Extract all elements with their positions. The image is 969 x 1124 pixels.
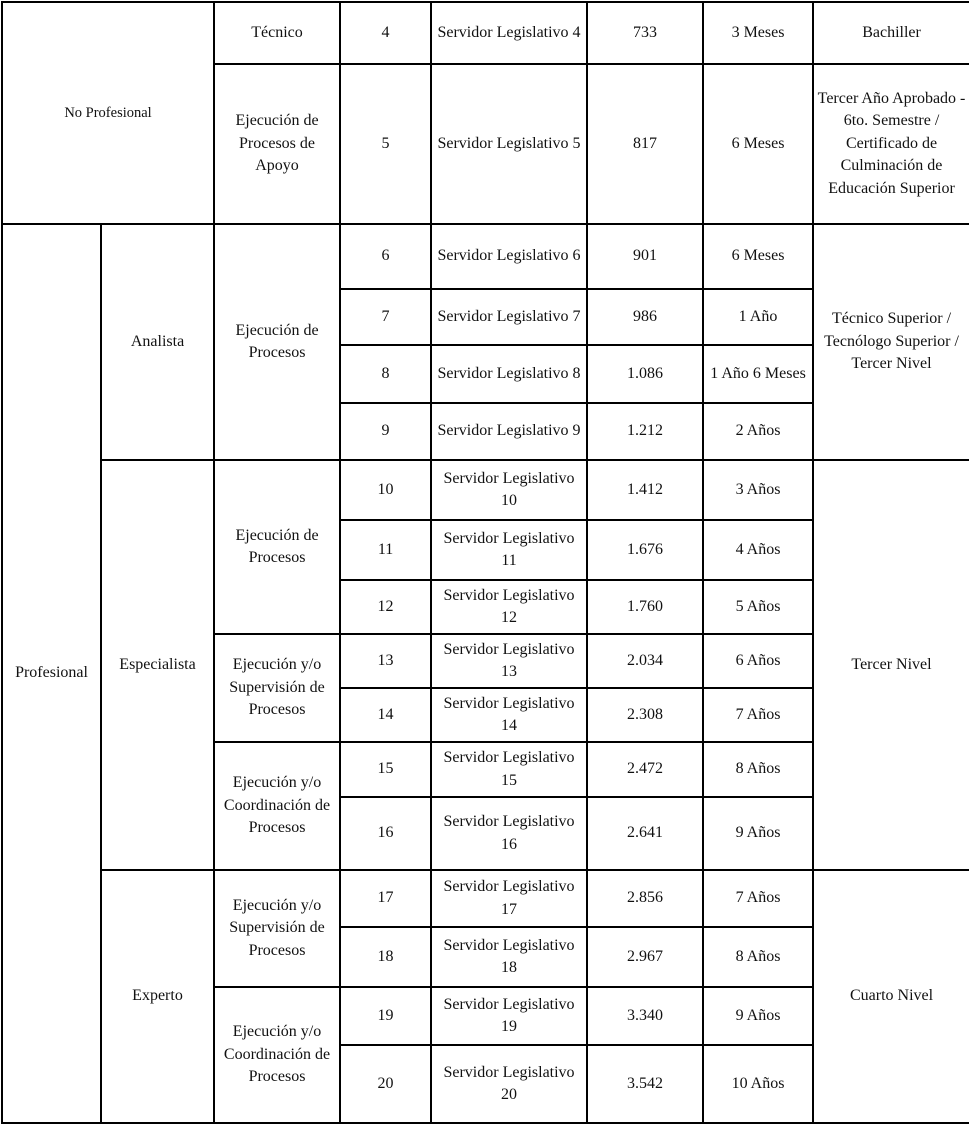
- experiencia-cell: 8 Años: [703, 927, 813, 987]
- instruccion-cell: Cuarto Nivel: [813, 870, 969, 1123]
- experiencia-cell: 2 Años: [703, 403, 813, 460]
- denominacion-cell: Servidor Legislativo 14: [431, 688, 587, 742]
- rmu-cell: 1.086: [587, 345, 703, 403]
- grado-cell: 5: [340, 64, 431, 224]
- function-cell: Ejecución y/o Coordinación de Procesos: [214, 987, 340, 1123]
- function-cell: Ejecución y/o Coordinación de Procesos: [214, 742, 340, 870]
- group-profesional: Profesional: [2, 224, 101, 1123]
- denominacion-cell: Servidor Legislativo 10: [431, 460, 587, 520]
- experiencia-cell: 6 Meses: [703, 64, 813, 224]
- rmu-cell: 1.412: [587, 460, 703, 520]
- table-row: [2, 224, 969, 289]
- rmu-cell: 3.340: [587, 987, 703, 1045]
- experiencia-cell: 6 Meses: [703, 224, 813, 289]
- denominacion-cell: Servidor Legislativo 13: [431, 634, 587, 688]
- denominacion-cell: Servidor Legislativo 19: [431, 987, 587, 1045]
- denominacion-cell: Servidor Legislativo 4: [431, 2, 587, 64]
- denominacion-cell: Servidor Legislativo 11: [431, 520, 587, 580]
- denominacion-cell: Servidor Legislativo 15: [431, 742, 587, 797]
- level-experto: Experto: [101, 870, 214, 1123]
- rmu-cell: 2.856: [587, 870, 703, 927]
- grado-cell: 4: [340, 2, 431, 64]
- salary-scale-table: [1, 1, 969, 1124]
- experiencia-cell: 1 Año 6 Meses: [703, 345, 813, 403]
- instruccion-cell: Tercer Año Aprobado - 6to. Semestre / Certificado de Culminación de Educación Superior: [813, 64, 969, 224]
- grado-cell: 17: [340, 870, 431, 927]
- experiencia-cell: 4 Años: [703, 520, 813, 580]
- table-row: [2, 460, 969, 520]
- experiencia-cell: 7 Años: [703, 870, 813, 927]
- denominacion-cell: Servidor Legislativo 17: [431, 870, 587, 927]
- rmu-cell: 2.308: [587, 688, 703, 742]
- grado-cell: 7: [340, 289, 431, 345]
- role-cell: Ejecución de Procesos de Apoyo: [214, 64, 340, 224]
- instruccion-cell: Tercer Nivel: [813, 460, 969, 870]
- grado-cell: 15: [340, 742, 431, 797]
- grado-cell: 11: [340, 520, 431, 580]
- function-cell: Ejecución de Procesos: [214, 460, 340, 634]
- experiencia-cell: 8 Años: [703, 742, 813, 797]
- denominacion-cell: Servidor Legislativo 6: [431, 224, 587, 289]
- grado-cell: 20: [340, 1045, 431, 1123]
- rmu-cell: 1.212: [587, 403, 703, 460]
- grado-cell: 8: [340, 345, 431, 403]
- experiencia-cell: 9 Años: [703, 987, 813, 1045]
- denominacion-cell: Servidor Legislativo 12: [431, 580, 587, 634]
- grado-cell: 16: [340, 797, 431, 870]
- denominacion-cell: Servidor Legislativo 18: [431, 927, 587, 987]
- denominacion-cell: Servidor Legislativo 9: [431, 403, 587, 460]
- rmu-cell: 2.472: [587, 742, 703, 797]
- role-cell: Técnico: [214, 2, 340, 64]
- grado-cell: 19: [340, 987, 431, 1045]
- instruccion-cell: Bachiller: [813, 2, 969, 64]
- grado-cell: 13: [340, 634, 431, 688]
- rmu-cell: 2.034: [587, 634, 703, 688]
- function-cell: Ejecución de Procesos: [214, 224, 340, 460]
- denominacion-cell: Servidor Legislativo 8: [431, 345, 587, 403]
- experiencia-cell: 9 Años: [703, 797, 813, 870]
- rmu-cell: 986: [587, 289, 703, 345]
- experiencia-cell: 5 Años: [703, 580, 813, 634]
- level-especialista: Especialista: [101, 460, 214, 870]
- grado-cell: 9: [340, 403, 431, 460]
- grado-cell: 18: [340, 927, 431, 987]
- rmu-cell: 733: [587, 2, 703, 64]
- table-row: [2, 2, 969, 64]
- rmu-cell: 1.760: [587, 580, 703, 634]
- grado-cell: 10: [340, 460, 431, 520]
- level-analista: Analista: [101, 224, 214, 460]
- rmu-cell: 901: [587, 224, 703, 289]
- experiencia-cell: 3 Años: [703, 460, 813, 520]
- rmu-cell: 3.542: [587, 1045, 703, 1123]
- rmu-cell: 1.676: [587, 520, 703, 580]
- group-no-profesional: No Profesional: [2, 2, 214, 224]
- function-cell: Ejecución y/o Supervisión de Procesos: [214, 634, 340, 742]
- grado-cell: 12: [340, 580, 431, 634]
- experiencia-cell: 3 Meses: [703, 2, 813, 64]
- function-cell: Ejecución y/o Supervisión de Procesos: [214, 870, 340, 987]
- experiencia-cell: 7 Años: [703, 688, 813, 742]
- rmu-cell: 817: [587, 64, 703, 224]
- grado-cell: 6: [340, 224, 431, 289]
- table-row: [2, 870, 969, 927]
- denominacion-cell: Servidor Legislativo 7: [431, 289, 587, 345]
- experiencia-cell: 10 Años: [703, 1045, 813, 1123]
- grado-cell: 14: [340, 688, 431, 742]
- rmu-cell: 2.967: [587, 927, 703, 987]
- denominacion-cell: Servidor Legislativo 16: [431, 797, 587, 870]
- rmu-cell: 2.641: [587, 797, 703, 870]
- denominacion-cell: Servidor Legislativo 5: [431, 64, 587, 224]
- instruccion-cell: Técnico Superior / Tecnólogo Superior / Tercer Nivel: [813, 224, 969, 460]
- experiencia-cell: 1 Año: [703, 289, 813, 345]
- denominacion-cell: Servidor Legislativo 20: [431, 1045, 587, 1123]
- experiencia-cell: 6 Años: [703, 634, 813, 688]
